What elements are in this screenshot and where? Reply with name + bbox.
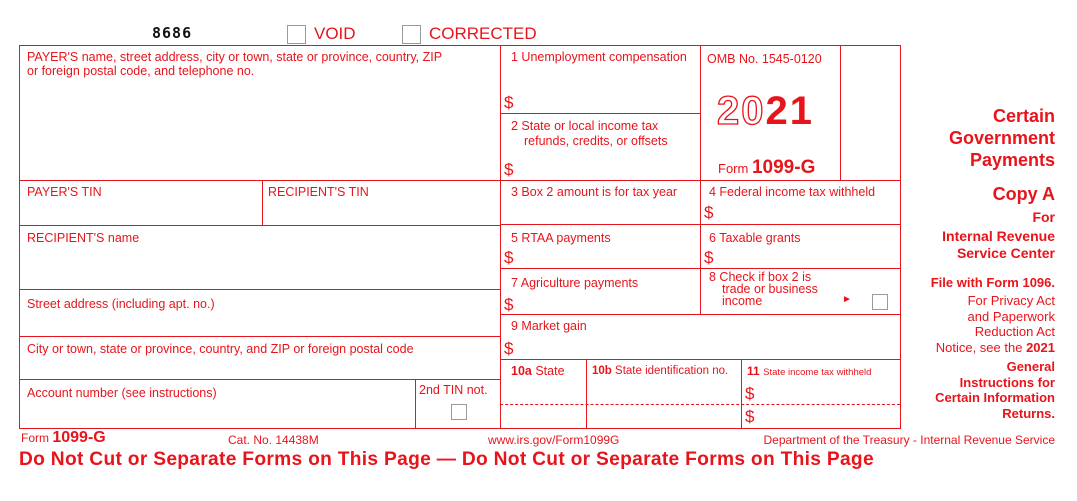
box11-num: 11 <box>747 364 760 378</box>
box9-dollar: $ <box>504 339 514 358</box>
recipient-tin-label: RECIPIENT'S TIN <box>268 185 369 199</box>
privacy-line4-year: 2021 <box>1026 339 1055 355</box>
box8-label-1: 8 Check if box 2 is <box>709 270 812 284</box>
box3-label: 3 Box 2 amount is for tax year <box>511 185 678 199</box>
omb-form-code: 1099-G <box>751 157 816 178</box>
tax-year-outline: 20 <box>717 89 766 133</box>
city-label: City or town, state or province, country, and ZIP or foreign postal code <box>27 342 414 356</box>
box10a-text: State <box>535 364 565 378</box>
recipient-name-label: RECIPIENT'S name <box>27 231 140 245</box>
privacy-notice <box>936 293 1055 355</box>
corrected-label: CORRECTED <box>429 24 537 43</box>
irs-center <box>942 228 1055 262</box>
void-label: VOID <box>314 24 356 43</box>
box8-label-3: income <box>722 294 763 308</box>
box11-dollar-2: $ <box>745 407 755 426</box>
footer-dept: Department of the Treasury - Internal Revenue Service <box>763 433 1055 447</box>
box7-label: 7 Agriculture payments <box>511 276 639 290</box>
tax-year-solid: 21 <box>765 89 814 133</box>
box10b-num: 10b <box>592 365 612 377</box>
box10b-label <box>592 364 728 378</box>
form-title-line3: Payments <box>969 150 1055 170</box>
irs-center-line2: Service Center <box>956 245 1055 261</box>
box7-dollar: $ <box>504 295 514 314</box>
box10a-label <box>511 364 565 378</box>
do-not-cut-warning: Do Not Cut or Separate Forms on This Page — Do Not Cut or Separate Forms on This Page <box>19 449 874 470</box>
box4-dollar: $ <box>704 203 714 222</box>
form-title-line1: Certain <box>992 106 1055 126</box>
corrected-checkbox[interactable] <box>402 25 421 44</box>
footer-form-prefix: Form <box>21 431 49 445</box>
gen-line1: General <box>1006 359 1055 374</box>
form-title <box>949 105 1055 171</box>
box5-label: 5 RTAA payments <box>511 231 611 245</box>
box8-checkbox[interactable] <box>872 294 888 310</box>
privacy-line3: Reduction Act <box>974 324 1055 339</box>
privacy-line1: For Privacy Act <box>967 293 1055 308</box>
box10b-text: State identification no. <box>615 365 729 377</box>
box10a-num: 10a <box>511 364 532 378</box>
footer-form-code: 1099-G <box>52 429 106 446</box>
box6-label: 6 Taxable grants <box>709 231 801 245</box>
general-instructions <box>935 359 1055 421</box>
box5-dollar: $ <box>504 248 514 267</box>
second-tin-label: 2nd TIN not. <box>419 383 488 397</box>
void-checkbox[interactable] <box>287 25 306 44</box>
footer-url: www.irs.gov/Form1099G <box>488 433 620 447</box>
box11-text: State income tax withheld <box>763 367 872 378</box>
box11-dollar-1: $ <box>745 384 755 403</box>
file-with: File with Form 1096. <box>930 275 1055 290</box>
form-code: 8686 <box>152 24 193 42</box>
privacy-line4 <box>936 340 1055 356</box>
box2-dollar: $ <box>504 160 514 179</box>
box9-label: 9 Market gain <box>511 319 587 333</box>
box4-label: 4 Federal income tax withheld <box>709 185 876 199</box>
box1-label: 1 Unemployment compensation <box>511 50 687 64</box>
account-label: Account number (see instructions) <box>27 386 217 400</box>
box2-label-1: 2 State or local income tax <box>511 119 659 133</box>
gen-line4: Returns. <box>1002 405 1055 421</box>
copy-for: For <box>1032 209 1055 225</box>
privacy-line2: and Paperwork <box>967 308 1055 324</box>
box6-dollar: $ <box>704 248 714 267</box>
box2-label-2: refunds, credits, or offsets <box>524 134 668 148</box>
box8-label-2: trade or business <box>722 282 818 296</box>
omb-form-name <box>718 157 815 179</box>
privacy-line4-pre: Notice, see the <box>935 339 1023 355</box>
irs-center-line1: Internal Revenue <box>942 228 1055 244</box>
box11-label <box>747 364 871 380</box>
gen-line2: Instructions for <box>959 374 1055 390</box>
footer-cat-no: Cat. No. 14438M <box>228 433 319 447</box>
gen-line3: Certain Information <box>935 390 1055 405</box>
footer-form-name <box>21 429 106 447</box>
box8-arrow-icon: ► <box>842 294 852 305</box>
box1-dollar: $ <box>504 93 514 112</box>
payer-tin-label: PAYER'S TIN <box>27 185 102 199</box>
copy-a: Copy A <box>992 184 1055 204</box>
payer-info-label-2: or foreign postal code, and telephone no. <box>27 64 255 78</box>
tax-year <box>717 90 814 132</box>
omb-number: OMB No. 1545-0120 <box>707 52 822 66</box>
payer-info-label-1: PAYER'S name, street address, city or town, state or province, country, ZIP <box>27 50 443 64</box>
street-label: Street address (including apt. no.) <box>27 297 215 311</box>
form-title-line2: Government <box>948 128 1055 148</box>
omb-form-prefix: Form <box>718 161 749 176</box>
second-tin-checkbox[interactable] <box>451 404 467 420</box>
